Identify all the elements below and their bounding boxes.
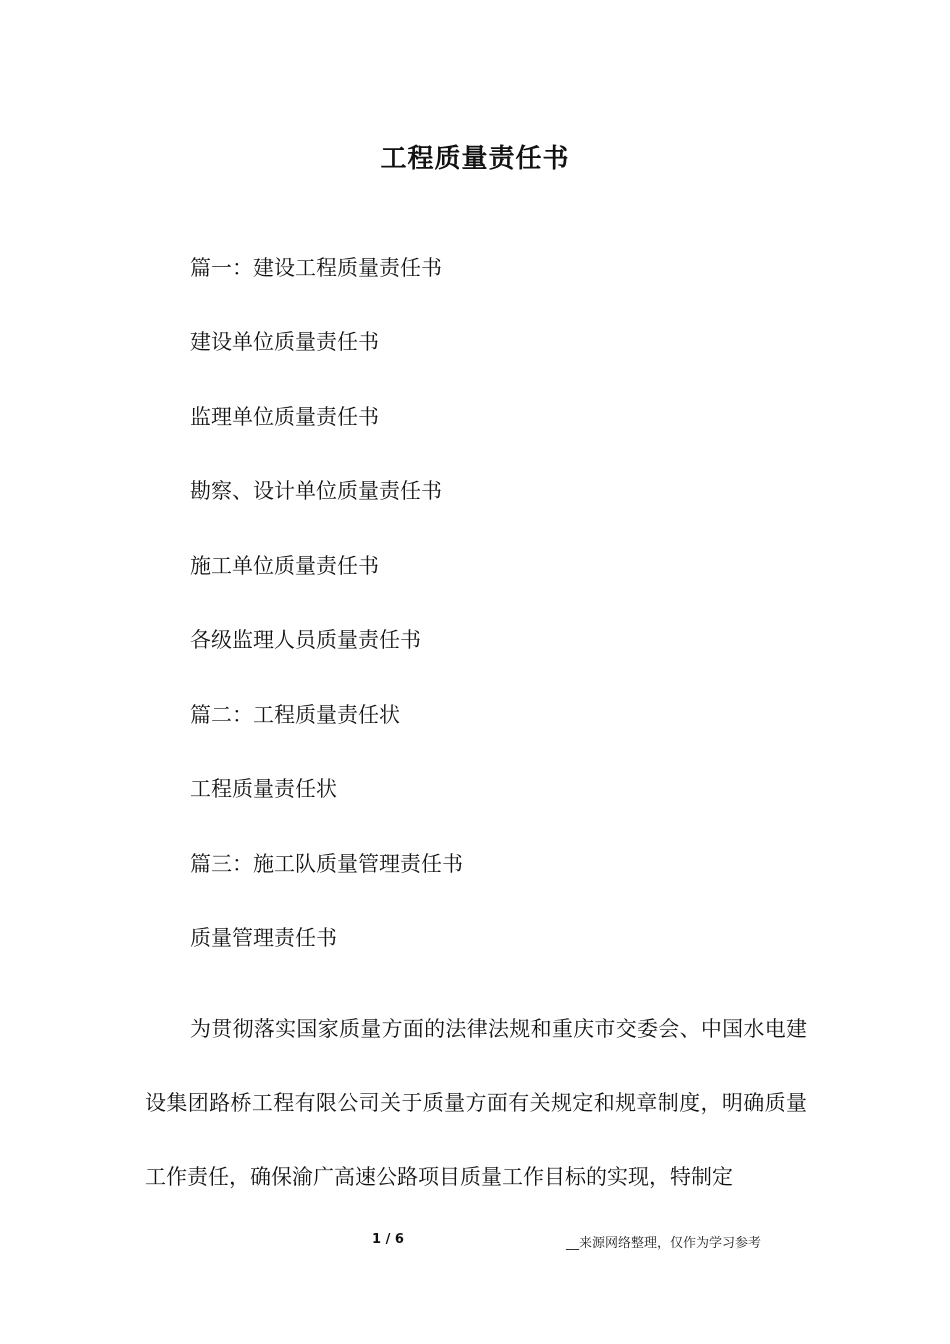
toc-line-8: 工程质量责任状 bbox=[190, 777, 337, 801]
toc-line-10: 质量管理责任书 bbox=[190, 926, 337, 950]
source-note: __来源网络整理，仅作为学习参考 bbox=[566, 1236, 762, 1251]
page-number: 1 / 6 bbox=[372, 1232, 404, 1247]
toc-line-2: 建设单位质量责任书 bbox=[190, 330, 379, 354]
toc-line-1: 篇一：建设工程质量责任书 bbox=[190, 256, 442, 280]
body-paragraph: 为贯彻落实国家质量方面的法律法规和重庆市交委会、中国水电建设集团路桥工程有限公司关于质量方面有关规定和规章制度，明确质量工作责任，确保渝广高速公路项目质量工作目标的实现，特制定 bbox=[145, 1017, 807, 1189]
toc-line-4: 勘察、设计单位质量责任书 bbox=[190, 479, 442, 503]
toc-line-9: 篇三：施工队质量管理责任书 bbox=[190, 852, 463, 876]
toc-line-7: 篇二：工程质量责任状 bbox=[190, 703, 400, 727]
toc-line-6: 各级监理人员质量责任书 bbox=[190, 628, 421, 652]
toc-line-3: 监理单位质量责任书 bbox=[190, 405, 379, 429]
toc-line-5: 施工单位质量责任书 bbox=[190, 554, 379, 578]
document-title: 工程质量责任书 bbox=[380, 144, 570, 174]
